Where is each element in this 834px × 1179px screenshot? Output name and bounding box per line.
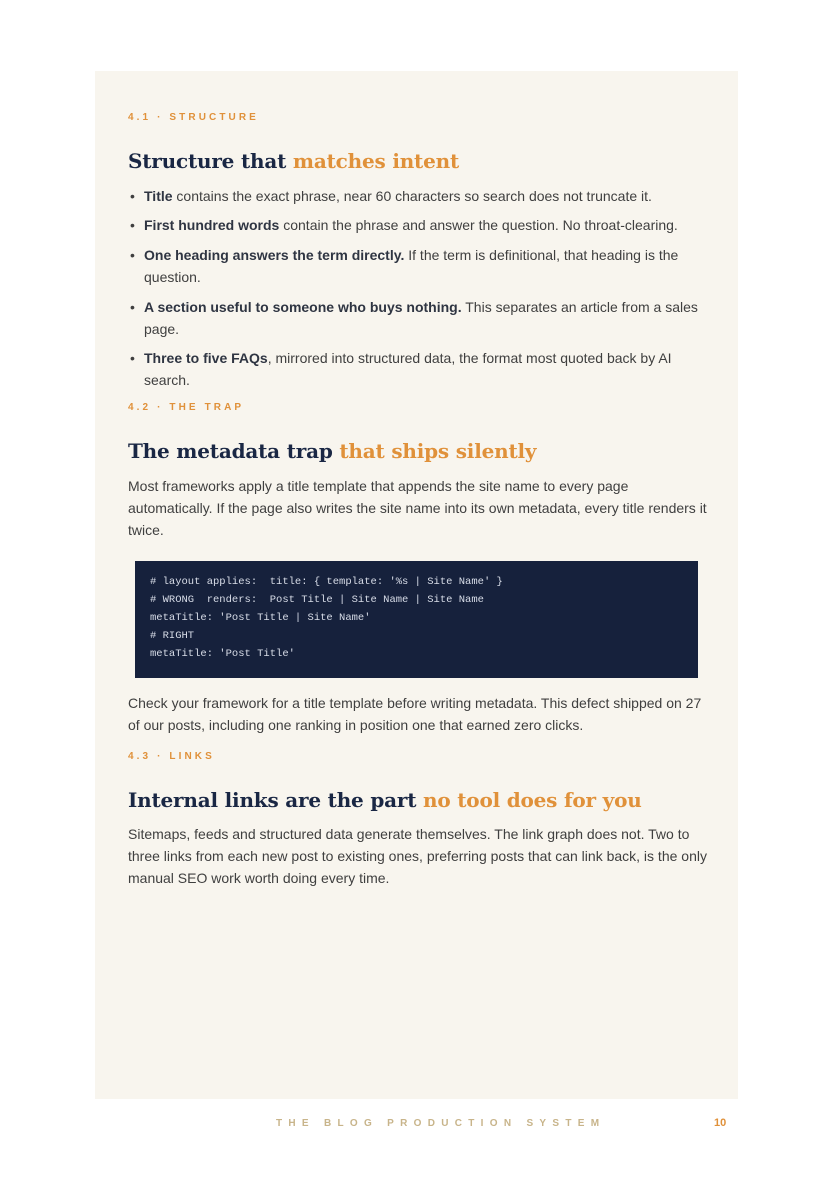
heading-accent-text: matches intent bbox=[292, 149, 459, 173]
bullet-text: contains the exact phrase, near 60 characters so search does not truncate it. bbox=[172, 188, 652, 204]
code-block bbox=[135, 561, 698, 678]
heading-accent-text: no tool does for you bbox=[423, 788, 642, 812]
bullet-text: , mirrored into structured data, the format most quoted back by AI search. bbox=[144, 350, 672, 388]
bullet-item bbox=[128, 244, 708, 288]
bullet-text: This separates an article from a sales page. bbox=[144, 299, 698, 337]
section-label-structure: 4.1 · STRUCTURE bbox=[128, 112, 259, 123]
bullet-item bbox=[128, 214, 708, 236]
bullet-item bbox=[128, 347, 708, 391]
page-number: 10 bbox=[714, 1117, 727, 1129]
footer-running-title: THE BLOG PRODUCTION SYSTEM bbox=[276, 1118, 606, 1129]
code-line: # RIGHT bbox=[150, 630, 195, 642]
code-line: # layout applies: title: { template: '%s | Site Name' } bbox=[150, 576, 503, 588]
trap-outro-paragraph: Check your framework for a title template before writing metadata. This defect shipped on 27 of our posts, including one ranking in position one that earned zero clicks. bbox=[128, 695, 702, 733]
section-heading-trap bbox=[128, 439, 728, 463]
section-label-trap: 4.2 · THE TRAP bbox=[128, 402, 245, 413]
heading-main-text: Internal links are the part bbox=[128, 788, 424, 812]
code-line: # WRONG renders: Post Title | Site Name | Site Name bbox=[150, 594, 484, 606]
section-heading-structure bbox=[128, 149, 728, 173]
code-line: metaTitle: 'Post Title | Site Name' bbox=[150, 612, 371, 624]
bullet-bold: One heading answers the term directly. bbox=[144, 247, 405, 263]
structure-bullet-list bbox=[128, 185, 708, 391]
section-heading-links bbox=[128, 788, 728, 812]
bullet-bold: First hundred words bbox=[144, 217, 280, 233]
bullet-bold: Three to five FAQs bbox=[144, 350, 268, 366]
bullet-item bbox=[128, 185, 708, 207]
heading-accent-text: that ships silently bbox=[339, 439, 537, 463]
heading-main-text: The metadata trap bbox=[128, 439, 340, 463]
heading-main-text: Structure that bbox=[128, 149, 293, 173]
code-line: metaTitle: 'Post Title' bbox=[150, 648, 295, 660]
bullet-item bbox=[128, 296, 708, 340]
page-card bbox=[95, 71, 738, 1099]
section-label-links: 4.3 · LINKS bbox=[128, 751, 215, 762]
bullet-bold: A section useful to someone who buys nothing. bbox=[144, 299, 462, 315]
links-body-paragraph: Sitemaps, feeds and structured data generate themselves. The link graph does not. Two to three links from each new post to existing ones, preferring posts that can link back, is the only manual SEO work worth doing every time. bbox=[128, 826, 707, 886]
trap-intro-paragraph: Most frameworks apply a title template that appends the site name to every page automatically. If the page also writes the site name into its own metadata, every title renders it twice. bbox=[128, 478, 707, 538]
bullet-text: If the term is definitional, that heading is the question. bbox=[144, 247, 679, 285]
bullet-text: contain the phrase and answer the question. No throat-clearing. bbox=[279, 217, 678, 233]
bullet-bold: Title bbox=[144, 188, 173, 204]
